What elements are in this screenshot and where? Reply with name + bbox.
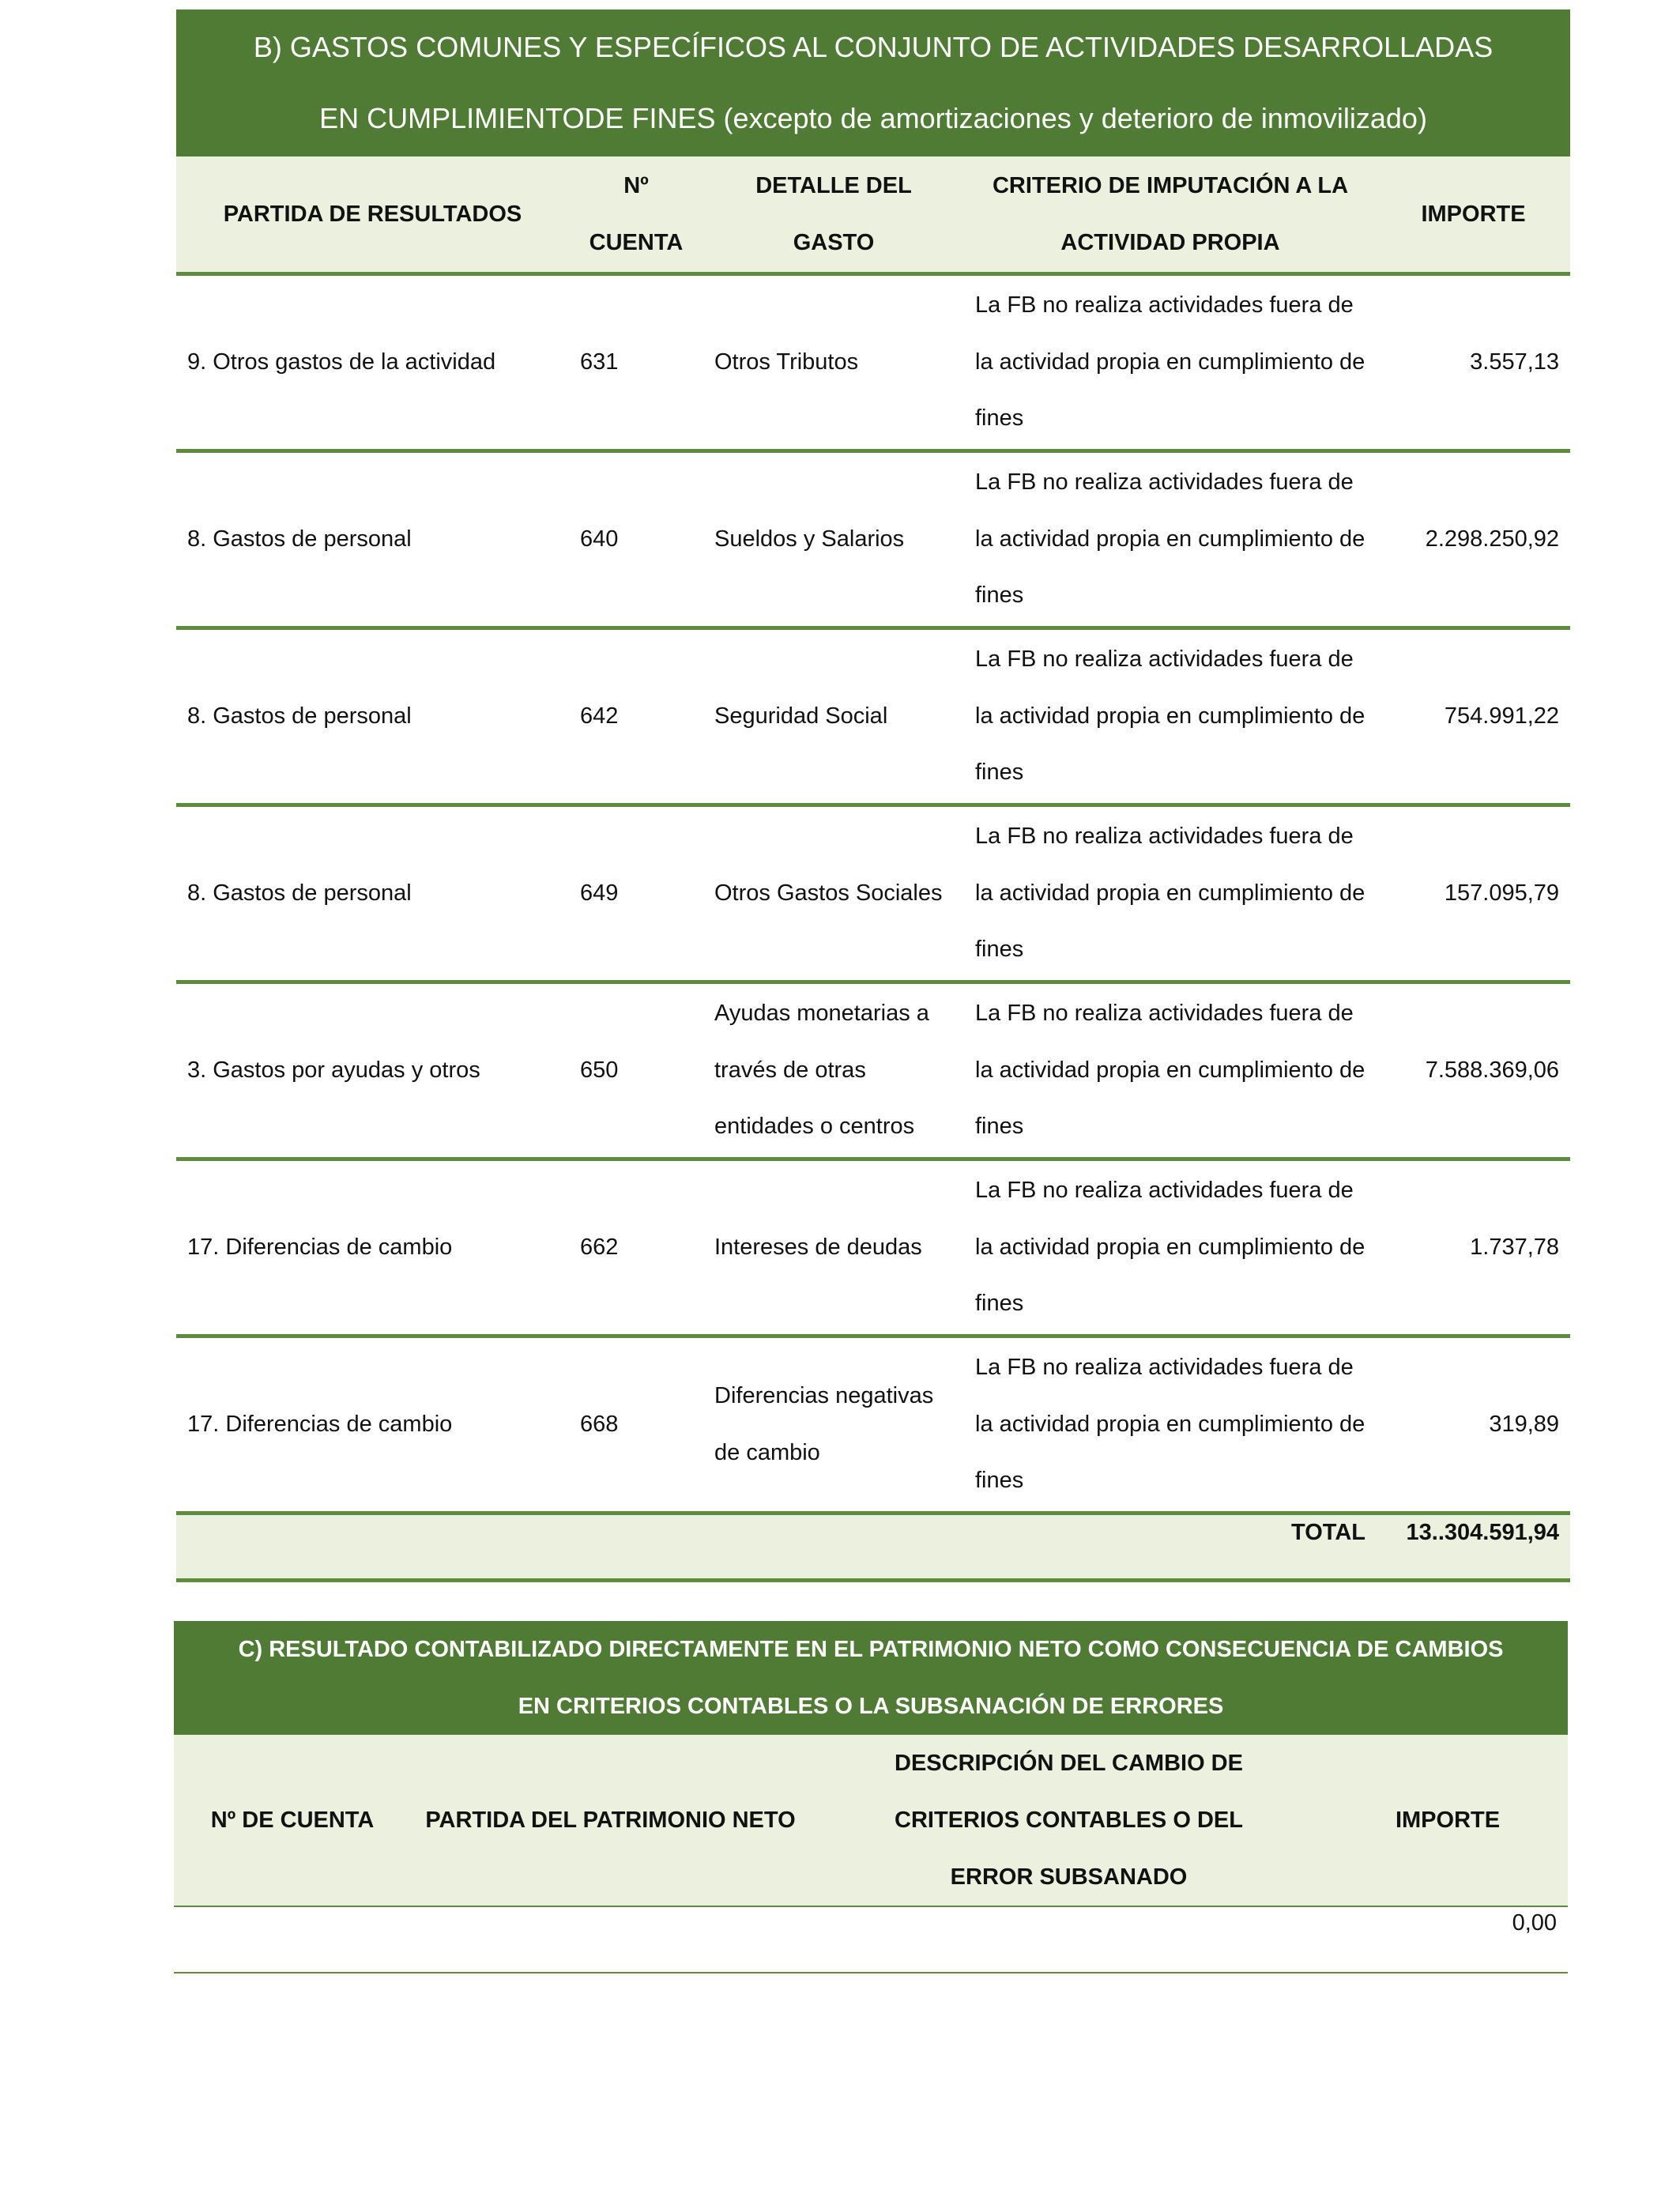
header-partida: PARTIDA DE RESULTADOS bbox=[176, 156, 569, 274]
gastos-table bbox=[176, 9, 1570, 1582]
cell-partida: 8. Gastos de personal bbox=[176, 628, 569, 805]
total-row bbox=[176, 1514, 1570, 1581]
section-c-title-line2: EN CRITERIOS CONTABLES O LA SUBSANACIÓN DE ERRORES bbox=[518, 1694, 1224, 1719]
cell-partida: 3. Gastos por ayudas y otros bbox=[176, 982, 569, 1159]
section-c-title-line1: C) RESULTADO CONTABILIZADO DIRECTAMENTE EN EL PATRIMONIO NETO COMO CONSECUENCIA DE CAMBIOS bbox=[238, 1637, 1504, 1662]
cell-importe: 319,89 bbox=[1377, 1336, 1570, 1514]
cell-criterio: La FB no realiza actividades fuera de la actividad propia en cumplimiento de fines bbox=[964, 1336, 1377, 1514]
header-importe-c: IMPORTE bbox=[1328, 1735, 1568, 1906]
cell-detalle: Otros Gastos Sociales bbox=[703, 805, 964, 982]
cell-partida: 17. Diferencias de cambio bbox=[176, 1159, 569, 1336]
table-row bbox=[176, 1336, 1570, 1514]
cell-importe: 754.991,22 bbox=[1377, 628, 1570, 805]
cell-criterio: La FB no realiza actividades fuera de la actividad propia en cumplimiento de fines bbox=[964, 1159, 1377, 1336]
cell-criterio: La FB no realiza actividades fuera de la actividad propia en cumplimiento de fines bbox=[964, 628, 1377, 805]
cell-descripcion bbox=[810, 1906, 1328, 1973]
total-empty-2 bbox=[569, 1514, 703, 1581]
header-detalle-line1: DETALLE DEL bbox=[755, 173, 912, 198]
section-b-header-row bbox=[176, 156, 1570, 274]
cell-detalle: Intereses de deudas bbox=[703, 1159, 964, 1336]
cell-partida: 8. Gastos de personal bbox=[176, 805, 569, 982]
cell-cuenta: 642 bbox=[569, 628, 703, 805]
cell-cuenta: 640 bbox=[569, 451, 703, 628]
section-c-title bbox=[174, 1621, 1568, 1735]
header-cuenta-line2: CUENTA bbox=[589, 230, 684, 255]
cell-detalle: Diferencias negativas de cambio bbox=[703, 1336, 964, 1514]
section-b-title bbox=[176, 9, 1570, 156]
cell-importe: 7.588.369,06 bbox=[1377, 982, 1570, 1159]
header-criterio bbox=[964, 156, 1377, 274]
cell-cuenta: 631 bbox=[569, 274, 703, 451]
cell-cuenta: 649 bbox=[569, 805, 703, 982]
section-b-title-line1: B) GASTOS COMUNES Y ESPECÍFICOS AL CONJUNTO DE ACTIVIDADES DESARROLLADAS bbox=[253, 31, 1494, 63]
header-descripcion-line1: DESCRIPCIÓN DEL CAMBIO DE bbox=[895, 1751, 1243, 1776]
cell-criterio: La FB no realiza actividades fuera de la actividad propia en cumplimiento de fines bbox=[964, 805, 1377, 982]
cell-importe: 1.737,78 bbox=[1377, 1159, 1570, 1336]
header-partida-patrimonio: PARTIDA DEL PATRIMONIO NETO bbox=[411, 1735, 810, 1906]
cell-cuenta: 662 bbox=[569, 1159, 703, 1336]
header-importe: IMPORTE bbox=[1377, 156, 1570, 274]
table-row bbox=[176, 628, 1570, 805]
table-row bbox=[176, 1159, 1570, 1336]
cell-criterio: La FB no realiza actividades fuera de la actividad propia en cumplimiento de fines bbox=[964, 982, 1377, 1159]
cell-partida: 9. Otros gastos de la actividad bbox=[176, 274, 569, 451]
patrimonio-table bbox=[174, 1621, 1568, 1973]
table-row bbox=[176, 451, 1570, 628]
cell-cuenta: 668 bbox=[569, 1336, 703, 1514]
header-nro-cuenta: Nº DE CUENTA bbox=[174, 1735, 411, 1906]
cell-detalle: Ayudas monetarias a través de otras entidades o centros bbox=[703, 982, 964, 1159]
header-descripcion-line3: ERROR SUBSANADO bbox=[950, 1864, 1188, 1890]
cell-detalle: Otros Tributos bbox=[703, 274, 964, 451]
total-label: TOTAL bbox=[964, 1514, 1377, 1581]
section-b-title-line2: EN CUMPLIMIENTODE FINES (excepto de amortizaciones y deterioro de inmovilizado) bbox=[319, 102, 1427, 134]
cell-partida: 17. Diferencias de cambio bbox=[176, 1336, 569, 1514]
total-empty-3 bbox=[703, 1514, 964, 1581]
cell-importe: 157.095,79 bbox=[1377, 805, 1570, 982]
table-row bbox=[176, 805, 1570, 982]
header-detalle bbox=[703, 156, 964, 274]
table-row bbox=[176, 274, 1570, 451]
total-value: 13..304.591,94 bbox=[1377, 1514, 1570, 1581]
cell-cuenta bbox=[174, 1906, 411, 1973]
cell-criterio: La FB no realiza actividades fuera de la actividad propia en cumplimiento de fines bbox=[964, 274, 1377, 451]
cell-importe: 2.298.250,92 bbox=[1377, 451, 1570, 628]
header-detalle-line2: GASTO bbox=[793, 230, 875, 255]
cell-importe: 3.557,13 bbox=[1377, 274, 1570, 451]
header-descripcion-line2: CRITERIOS CONTABLES O DEL bbox=[895, 1808, 1243, 1833]
cell-detalle: Sueldos y Salarios bbox=[703, 451, 964, 628]
cell-cuenta: 650 bbox=[569, 982, 703, 1159]
header-criterio-line1: CRITERIO DE IMPUTACIÓN A LA bbox=[992, 173, 1349, 198]
total-empty-1 bbox=[176, 1514, 569, 1581]
cell-detalle: Seguridad Social bbox=[703, 628, 964, 805]
header-cuenta-line1: Nº bbox=[623, 173, 649, 198]
cell-importe: 0,00 bbox=[1328, 1906, 1568, 1973]
cell-partida bbox=[411, 1906, 810, 1973]
table-row bbox=[174, 1906, 1568, 1973]
cell-partida: 8. Gastos de personal bbox=[176, 451, 569, 628]
section-c-header-row bbox=[174, 1735, 1568, 1906]
table-row bbox=[176, 982, 1570, 1159]
header-descripcion bbox=[810, 1735, 1328, 1906]
header-criterio-line2: ACTIVIDAD PROPIA bbox=[1060, 230, 1280, 255]
cell-criterio: La FB no realiza actividades fuera de la actividad propia en cumplimiento de fines bbox=[964, 451, 1377, 628]
header-cuenta bbox=[569, 156, 703, 274]
